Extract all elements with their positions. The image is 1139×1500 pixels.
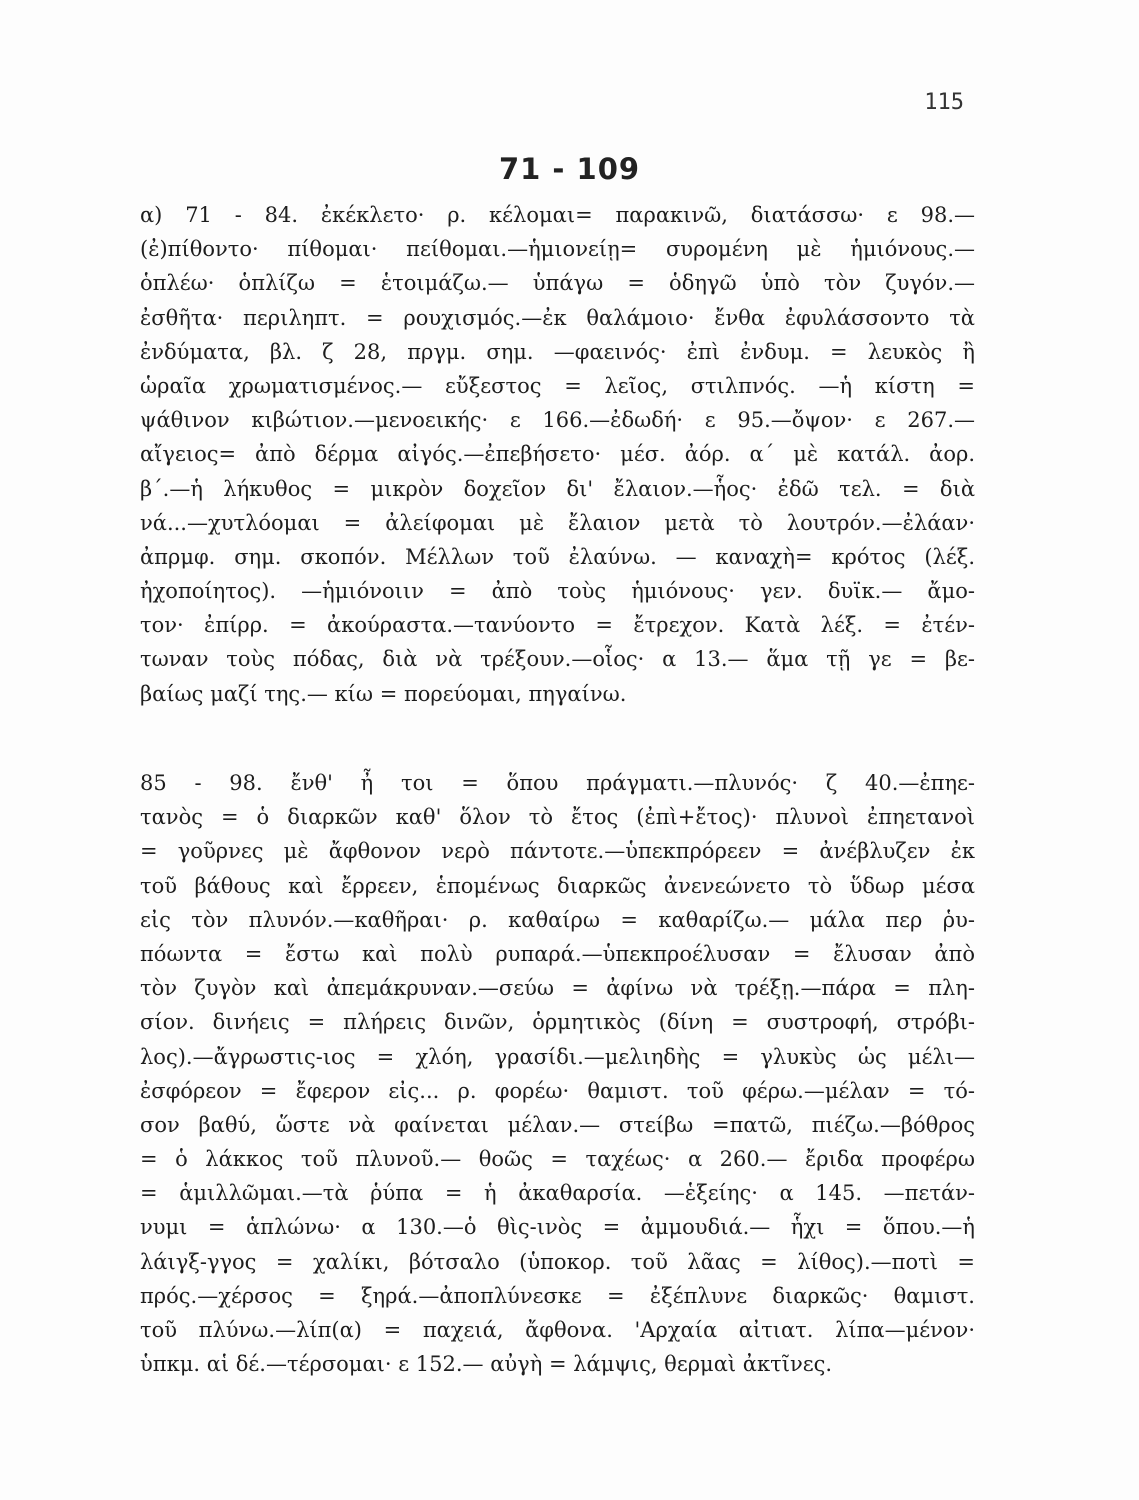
text-line: νά...—χυτλόομαι = ἀλείφομαι μὲ ἔλαιον μετὰ τὸ λουτρόν.—ἐλάαν· bbox=[140, 510, 975, 535]
text-line: = γοῦρνες μὲ ἄφθονον νερὸ πάντοτε.—ὑπεκπρόρεεν = ἀνέβλυζεν ἐκ bbox=[140, 839, 975, 864]
text-line: β΄.—ἡ λήκυθος = μικρὸν δοχεῖον δι' ἔλαιον.—ἧος· ἐδῶ τελ. = διὰ bbox=[140, 476, 975, 501]
text-line: τὸν ζυγὸν καὶ ἀπεμάκρυναν.—σεύω = ἀφίνω νὰ τρέξῃ.—πάρα = πλη- bbox=[140, 976, 975, 1001]
text-line: τον· ἐπίρρ. = ἀκούραστα.—τανύοντο = ἔτρεχον. Κατὰ λέξ. = ἐτέν- bbox=[140, 613, 975, 638]
text-line: ἐσφόρεον = ἔφερον εἰς... ρ. φορέω· θαμιστ. τοῦ φέρω.—μέλαν = τό- bbox=[140, 1078, 975, 1103]
text-line: πόωντα = ἔστω καὶ πολὺ ρυπαρά.—ὑπεκπροέλυσαν = ἔλυσαν ἀπὸ bbox=[140, 941, 975, 966]
text-line: πρός.—χέρσος = ξηρά.—ἀποπλύνεσκε = ἐξέπλυνε διαρκῶς· θαμιστ. bbox=[140, 1283, 975, 1308]
text-line: ὁπλέω· ὁπλίζω = ἑτοιμάζω.— ὑπάγω = ὁδηγῶ ὑπὸ τὸν ζυγόν.— bbox=[140, 271, 975, 296]
text-line: 85 - 98. ἔνθ' ἦ τοι = ὅπου πράγματι.—πλυνός· ζ 40.—ἐπηε- bbox=[140, 771, 975, 795]
page-number: 115 bbox=[924, 90, 964, 115]
commentary-paragraph-b bbox=[140, 766, 975, 1381]
text-line: νυμι = ἁπλώνω· α 130.—ὁ θὶς-ινὸς = ἀμμουδιά.— ἧχι = ὅπου.—ἡ bbox=[140, 1215, 975, 1240]
text-line: εἰς τὸν πλυνόν.—καθῆραι· ρ. καθαίρω = καθαρίζω.— μάλα περ ῥυ- bbox=[140, 907, 975, 932]
text-line: σον βαθύ, ὥστε νὰ φαίνεται μέλαν.— στείβω =πατῶ, πιέζω.—βόθρος bbox=[140, 1112, 975, 1137]
text-line: = ὁ λάκκος τοῦ πλυνοῦ.— θοῶς = ταχέως· α 260.— ἔριδα προφέρω bbox=[140, 1147, 975, 1172]
commentary-paragraph-a bbox=[140, 198, 975, 711]
text-line: ὑπκμ. αἱ δέ.—τέρσομαι· ε 152.— αὐγὴ = λάμψις, θερμαὶ ἀκτῖνες. bbox=[140, 1352, 833, 1377]
text-line: τωναν τοὺς πόδας, διὰ νὰ τρέξουν.—οἷος· α 13.— ἅμα τῇ γε = βε- bbox=[140, 647, 975, 672]
text-line: αἴγειος= ἀπὸ δέρμα αἰγός.—ἐπεβήσετο· μέσ. ἀόρ. α΄ μὲ κατάλ. ἀορ. bbox=[140, 442, 975, 467]
text-line: (ἐ)πίθοντο· πίθομαι· πείθομαι.—ἡμιονείῃ= συρομένη μὲ ἡμιόνους.— bbox=[140, 237, 975, 262]
text-line: α) 71 - 84. ἐκέκλετο· ρ. κέλομαι= παρακινῶ, διατάσσω· ε 98.— bbox=[140, 203, 975, 227]
text-line: ἀπρμφ. σημ. σκοπόν. Μέλλων τοῦ ἐλαύνω. — καναχὴ= κρότος (λέξ. bbox=[140, 544, 975, 569]
text-line: ἐσθῆτα· περιληπτ. = ρουχισμός.—ἐκ θαλάμοιο· ἔνθα ἐφυλάσσοντο τὰ bbox=[140, 305, 975, 330]
text-line: τοῦ βάθους καὶ ἔρρεεν, ἑπομένως διαρκῶς ἀνενεώνετο τὸ ὕδωρ μέσα bbox=[140, 873, 975, 898]
text-line: ψάθινον κιβώτιον.—μενοεικής· ε 166.—ἐδωδή· ε 95.—ὄψον· ε 267.— bbox=[140, 408, 975, 433]
text-line: λος).—ἄγρωστις-ιος = χλόη, γρασίδι.—μελιηδὴς = γλυκὺς ὡς μέλι— bbox=[140, 1044, 975, 1069]
text-line: ἠχοποίητος). —ἡμιόνοιιν = ἀπὸ τοὺς ἡμιόνους· γεν. δυϊκ.— ἄμο- bbox=[140, 579, 975, 604]
text-line: σίον. δινήεις = πλήρεις δινῶν, ὁρμητικὸς (δίνη = συστροφή, στρόβι- bbox=[140, 1010, 975, 1035]
text-line: ἐνδύματα, βλ. ζ 28, πργμ. σημ. —φαεινός· ἐπὶ ἐνδυμ. = λευκὸς ἢ bbox=[140, 339, 975, 364]
text-line: ὡραῖα χρωματισμένος.— εὔξεστος = λεῖος, στιλπνός. —ἡ κίστη = bbox=[140, 373, 975, 398]
text-line: τανὸς = ὁ διαρκῶν καθ' ὅλον τὸ ἔτος (ἐπὶ+ἔτος)· πλυνοὶ ἐπηετανοὶ bbox=[140, 805, 975, 830]
text-line: βαίως μαζί της.— κίω = πορεύομαι, πηγαίνω. bbox=[140, 681, 627, 706]
text-line: λάιγξ-γγος = χαλίκι, βότσαλο (ὑποκορ. τοῦ λᾶας = λίθος).—ποτὶ = bbox=[140, 1249, 975, 1274]
section-heading: 71 - 109 bbox=[498, 152, 641, 186]
text-line: τοῦ πλύνω.—λίπ(α) = παχειά, ἄφθονα. 'Αρχαία αἰτιατ. λίπα—μένον· bbox=[140, 1318, 975, 1342]
text-line: = ἁμιλλῶμαι.—τὰ ῥύπα = ἡ ἀκαθαρσία. —ἑξείης· α 145. —πετάν- bbox=[140, 1181, 975, 1206]
